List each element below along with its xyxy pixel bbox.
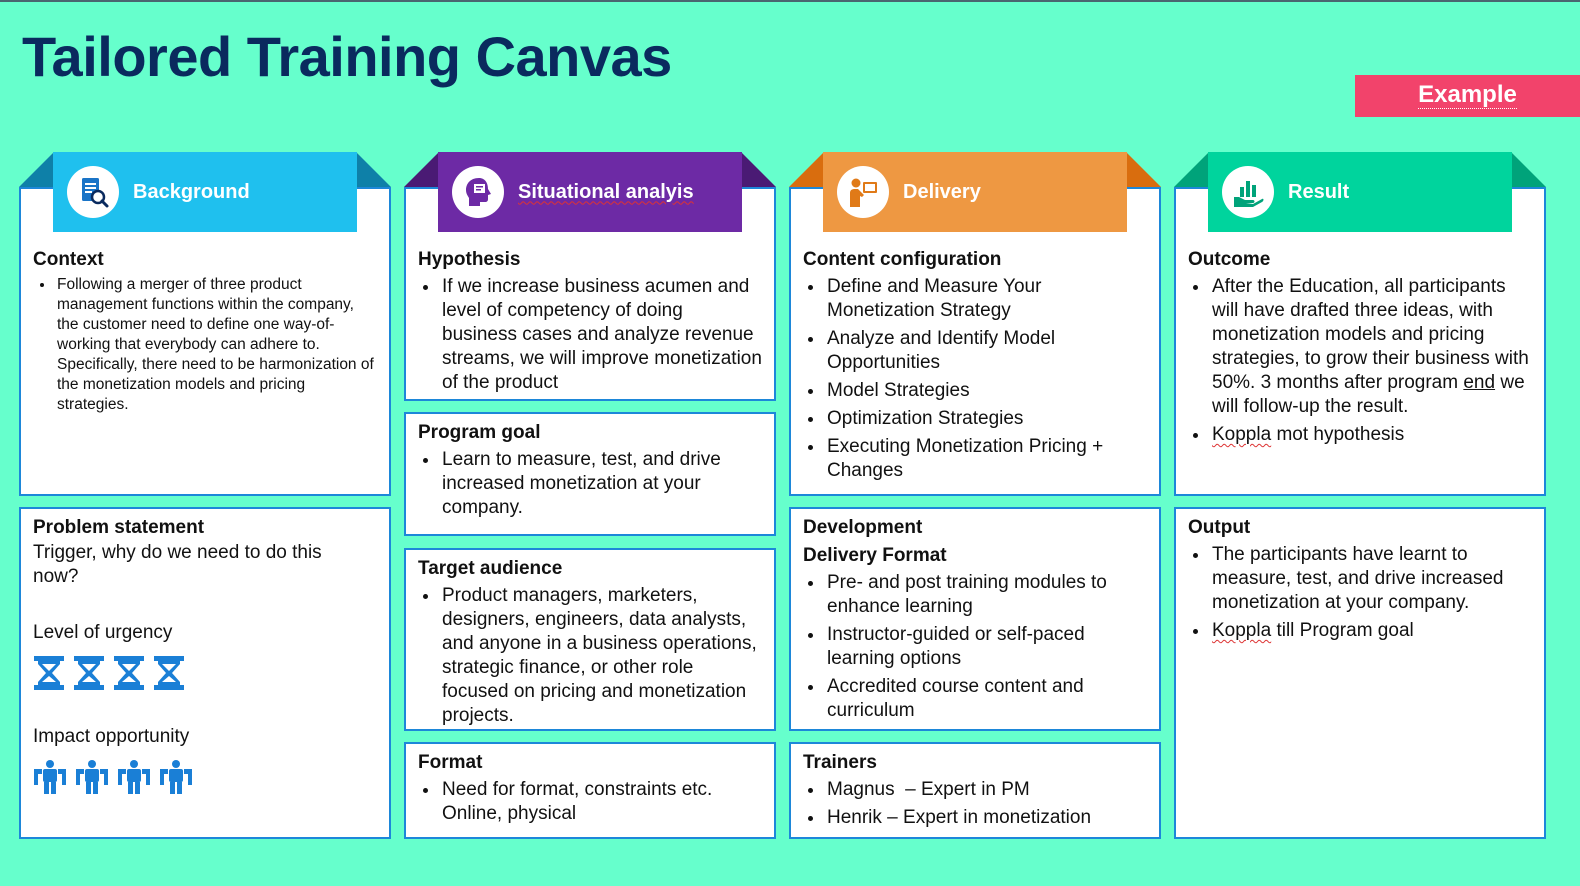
program-goal-box xyxy=(404,412,776,536)
development-list xyxy=(803,571,1147,723)
page-title: Tailored Training Canvas xyxy=(22,25,672,88)
content-configuration-list xyxy=(803,275,1147,483)
outcome-box xyxy=(1174,187,1546,496)
list-item: • The participants have learnt to measure, test, and drive increased monetization at your company. xyxy=(1210,543,1532,615)
tab-fold-left xyxy=(1174,152,1209,187)
list-item: • Following a merger of three product management functions within the company, the customer need to define one way-of-working that everybody can adhere to. Specifically, there need to be harmonization of the monetization models and pricing strategies. xyxy=(55,275,377,415)
format-box xyxy=(404,742,776,839)
problem-heading: Problem statement xyxy=(33,517,205,538)
tab-background xyxy=(53,152,357,232)
trainers-heading: Trainers xyxy=(803,752,877,773)
list-item: • Henrik – Expert in monetization xyxy=(825,806,1147,830)
output-box xyxy=(1174,507,1546,839)
trigger-text: Trigger, why do we need to do this now? xyxy=(33,542,322,587)
tab-fold-left xyxy=(789,152,824,187)
list-item: • Optimization Strategies xyxy=(825,407,1147,431)
tab-label: Background xyxy=(133,180,250,203)
presenter-icon xyxy=(837,166,889,218)
target-audience-list xyxy=(418,584,762,728)
context-list xyxy=(33,275,377,415)
tab-result xyxy=(1208,152,1512,232)
urgency-rating xyxy=(33,655,377,691)
list-item: • Koppla mot hypothesis xyxy=(1210,423,1532,447)
tab-fold-right xyxy=(1511,152,1546,187)
head-idea-icon xyxy=(452,166,504,218)
tab-situational-analysis xyxy=(438,152,742,232)
development-heading: Development xyxy=(803,517,923,538)
list-item: • Product managers, marketers, designers, engineers, data analysts, and anyone in a business operations, strategic finance, or other role focused on pricing and monetization projects. xyxy=(440,584,762,728)
people-icon xyxy=(159,759,193,795)
list-item: • Koppla till Program goal xyxy=(1210,619,1532,643)
format-list xyxy=(418,778,762,826)
problem-box xyxy=(19,507,391,839)
impact-rating xyxy=(33,759,377,795)
target-audience-box xyxy=(404,548,776,731)
impact-label: Impact opportunity xyxy=(33,726,190,747)
hourglass-icon xyxy=(113,655,145,691)
list-item: • Accredited course content and curriculum xyxy=(825,675,1147,723)
delivery-format-heading: Delivery Format xyxy=(803,545,947,566)
development-box xyxy=(789,507,1161,731)
list-item: • If we increase business acumen and level of competency of doing business cases and analyze revenue streams, we will improve monetization of the product xyxy=(440,275,762,395)
people-icon xyxy=(75,759,109,795)
list-item: • Pre- and post training modules to enhance learning xyxy=(825,571,1147,619)
list-item: • Executing Monetization Pricing + Changes xyxy=(825,435,1147,483)
format-heading: Format xyxy=(418,752,483,773)
program-goal-list xyxy=(418,448,762,520)
hourglass-icon xyxy=(73,655,105,691)
tab-label: Result xyxy=(1288,180,1350,203)
people-icon xyxy=(33,759,67,795)
tab-label: Situational analyis xyxy=(518,180,694,203)
hourglass-icon xyxy=(33,655,65,691)
people-icon xyxy=(117,759,151,795)
urgency-label: Level of urgency xyxy=(33,622,173,643)
context-box xyxy=(19,187,391,496)
list-item: • Define and Measure Your Monetization Strategy xyxy=(825,275,1147,323)
outcome-list xyxy=(1188,275,1532,447)
list-item: • Model Strategies xyxy=(825,379,1147,403)
outcome-heading: Outcome xyxy=(1188,249,1271,270)
output-heading: Output xyxy=(1188,517,1251,538)
context-heading: Context xyxy=(33,249,104,270)
list-item: • Need for format, constraints etc. Online, physical xyxy=(440,778,762,826)
hypothesis-list xyxy=(418,275,762,395)
tab-fold-right xyxy=(741,152,776,187)
program-goal-heading: Program goal xyxy=(418,422,541,443)
content-configuration-heading: Content configuration xyxy=(803,249,1002,270)
tab-fold-right xyxy=(356,152,391,187)
trainers-list xyxy=(803,778,1147,830)
list-item: • Instructor-guided or self-paced learning options xyxy=(825,623,1147,671)
list-item: • After the Education, all participants will have drafted three ideas, with monetization models and pricing strategies, to grow their business with 50%. 3 months after program end we will follow-up the result. xyxy=(1210,275,1532,419)
output-list xyxy=(1188,543,1532,643)
list-item: • Analyze and Identify Model Opportunities xyxy=(825,327,1147,375)
document-search-icon xyxy=(67,166,119,218)
tab-fold-right xyxy=(1126,152,1161,187)
content-configuration-box xyxy=(789,187,1161,496)
list-item: • Learn to measure, test, and drive increased monetization at your company. xyxy=(440,448,762,520)
hypothesis-heading: Hypothesis xyxy=(418,249,521,270)
example-badge: Example xyxy=(1355,75,1580,117)
tab-fold-left xyxy=(404,152,439,187)
tab-delivery xyxy=(823,152,1127,232)
trainers-box xyxy=(789,742,1161,839)
tab-label: Delivery xyxy=(903,180,981,203)
list-item: • Magnus – Expert in PM xyxy=(825,778,1147,802)
target-audience-heading: Target audience xyxy=(418,558,563,579)
hand-chart-icon xyxy=(1222,166,1274,218)
tab-fold-left xyxy=(19,152,54,187)
hourglass-icon xyxy=(153,655,185,691)
